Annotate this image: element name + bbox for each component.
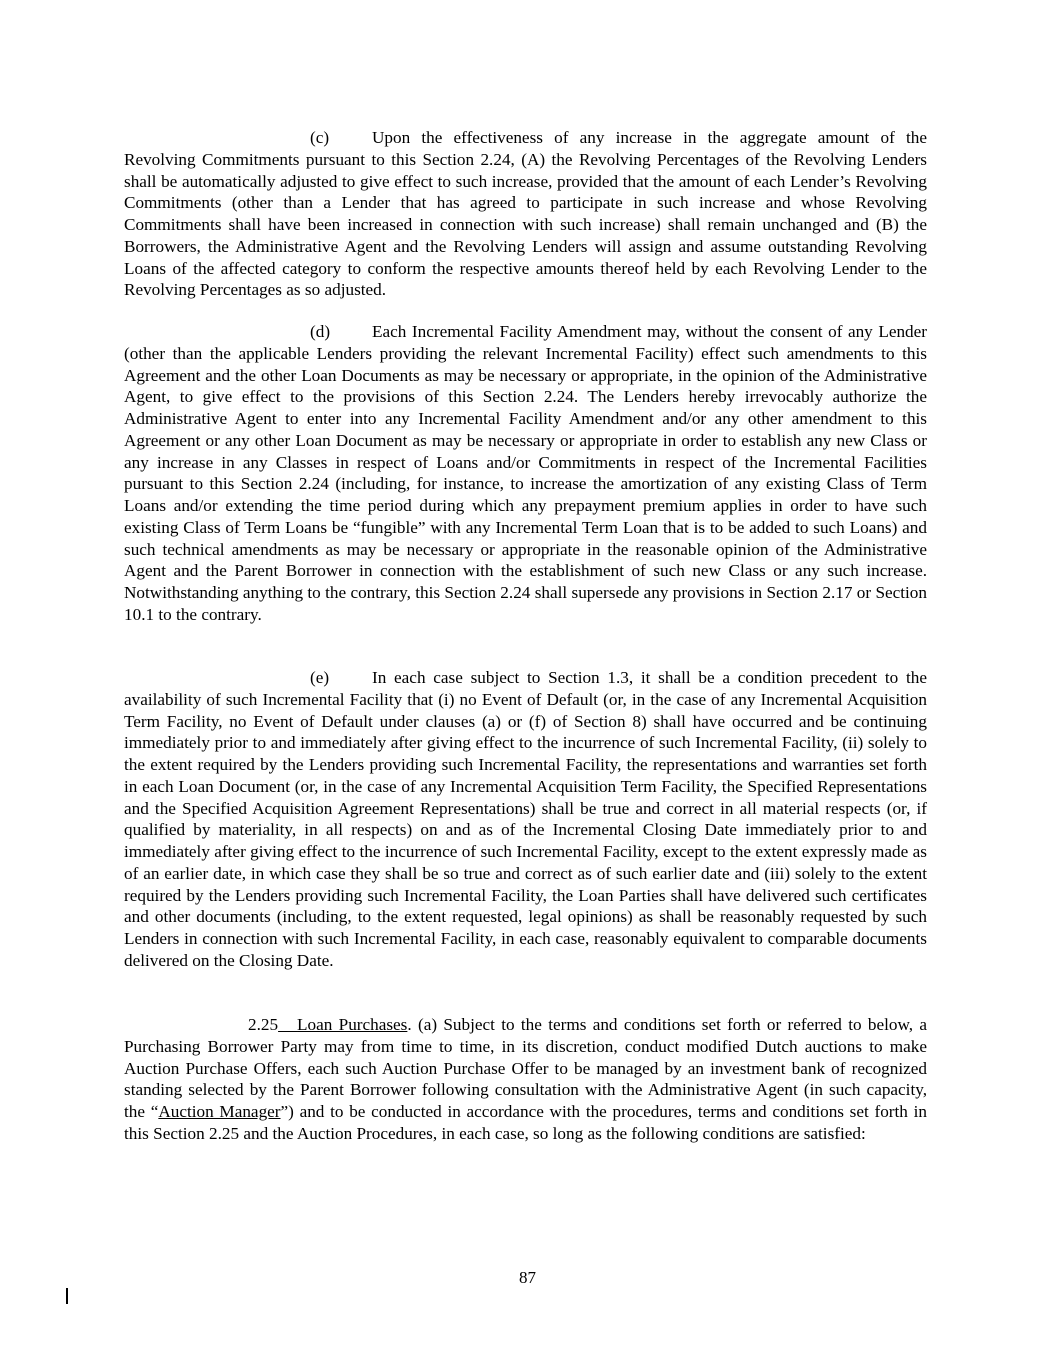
section-number: 2.25 (248, 1015, 279, 1034)
change-bar (66, 1288, 68, 1304)
paragraph-d-text: Each Incremental Facility Amendment may, without the consent of any Lender (other than the applicable Lenders providing the relevant Incremental Facility) effect such amendments to this Agreement and the other Loan Documents as may be necessary or appropriate, in the opinion of the Administrative Agent, to give effect to the provisions of this Section 2.24. The Lenders hereby irrevocably authorize the Administrative Agent to enter into any Incremental Facility Amendment and/or any other amendment to this Agreement or any other Loan Document as may be necessary or appropriate in order to establish any new Class or any increase in any Classes in respect of Loans and/or Commitments in respect of the Incremental Facilities pursuant to this Section 2.24 (including, for instance, to increase the amortization of any existing Class of Term Loans and/or extending the time period during which any prepayment premium applies in order to have such existing Class of Term Loans be “fungible” with any Incremental Term Loan that is to be added to such Loans) and such technical amendments as may be necessary or appropriate in the reasonable opinion of the Administrative Agent and the Parent Borrower in connection with the establishment of such new Class or any such increase. Notwithstanding anything to the contrary, this Section 2.24 shall supersede any provisions in Section 2.17 or Section 10.1 to the contrary. (124, 322, 927, 624)
paragraph-c-text: Upon the effectiveness of any increase in the aggregate amount of the Revolving Commitments pursuant to this Section 2.24, (A) the Revolving Percentages of the Revolving Lenders shall be automatically adjusted to give effect to such increase, provided that the amount of each Lender’s Revolving Commitments (other than a Lender that has agreed to participate in such increase and whose Revolving Commitments shall have been increased in connection with such increase) shall remain unchanged and (B) the Borrowers, the Administrative Agent and the Revolving Lenders will assign and assume outstanding Revolving Loans of the affected category to conform the respective amounts thereof held by each Revolving Lender to the Revolving Percentages as so adjusted. (124, 128, 927, 300)
paragraph-c-label: (c) (310, 128, 330, 147)
section-heading: Loan Purchases (297, 1015, 408, 1034)
paragraph-e (124, 667, 927, 972)
paragraph-d (124, 321, 927, 626)
paragraph-e-text: In each case subject to Section 1.3, it shall be a condition precedent to the availability of such Incremental Facility that (i) no Event of Default (or, in the case of any Incremental Acquisition Term Facility, no Event of Default under clauses (a) or (f) of Section 8) shall have occurred and be continuing immediately prior to and immediately after giving effect to the incurrence of such Incremental Facility, (ii) solely to the extent required by the Lenders providing such Incremental Facility, the representations and warranties set forth in each Loan Document (or, in the case of any Incremental Acquisition Term Facility, the Specified Representations and the Specified Acquisition Agreement Representations) shall be true and correct in all material respects (or, if qualified by materiality, in all respects) on and as of the Incremental Closing Date immediately prior to and immediately after giving effect to the incurrence of such Incremental Facility, except to the extent expressly made as of an earlier date, in which case they shall be so true and correct as of such earlier date and (iii) solely to the extent required by the Lenders providing such Incremental Facility, the Loan Parties shall have delivered such certificates and other documents (including, to the extent requested, legal opinions) as shall be reasonably requested by such Lenders in connection with such Incremental Facility, in each case, reasonably equivalent to comparable documents delivered on the Closing Date. (124, 668, 927, 970)
paragraph-d-label: (d) (310, 322, 331, 341)
section-2-25 (124, 1014, 927, 1145)
section-text-after: ”) and to be conducted in accordance with the procedures, terms and conditions set forth in this Section 2.25 and the Auction Procedures, in each case, so long as the following conditions are satisfied: (124, 1102, 927, 1143)
defined-term-auction-manager: Auction Manager (158, 1102, 281, 1121)
paragraph-c (124, 127, 927, 301)
page-number: 87 (519, 1268, 536, 1287)
section-gap (278, 1015, 297, 1034)
section-text-before: . (a) Subject to the terms and conditions set forth or referred to below, a Purchasing Borrower Party may from time to time, in its discretion, conduct modified Dutch auctions to make Auction Purchase Offers, each such Auction Purchase Offer to be managed by an investment bank of recognized standing selected by the Parent Borrower following consultation with the Administrative Agent (in such capacity, the “ (124, 1015, 927, 1121)
paragraph-e-label: (e) (310, 668, 330, 687)
